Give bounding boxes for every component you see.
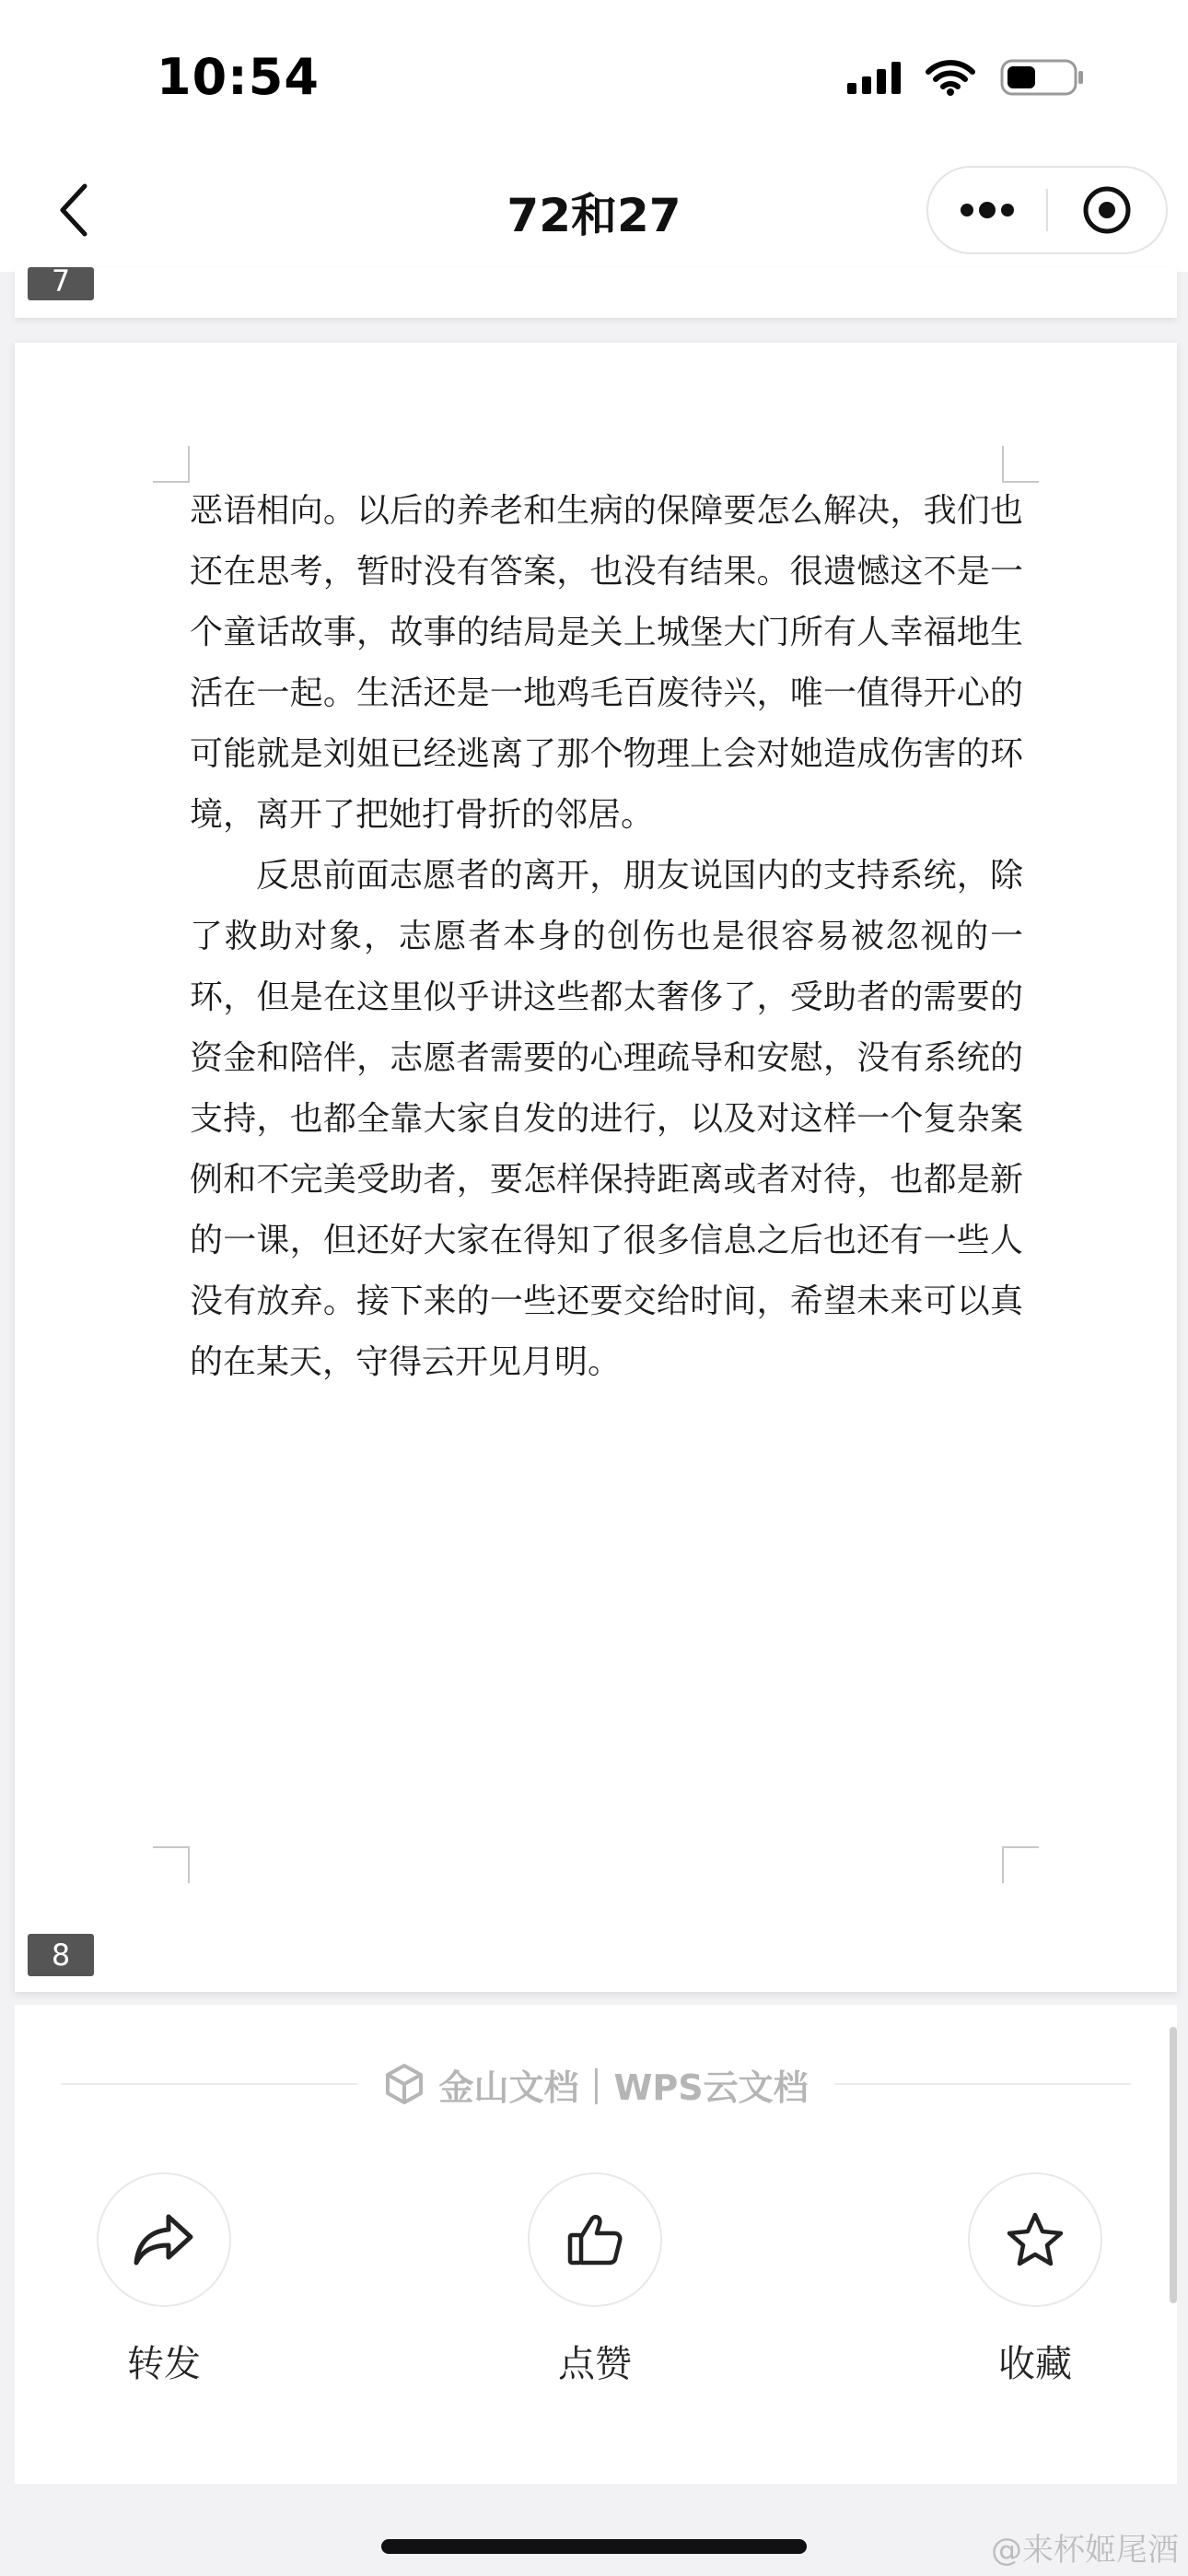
cellular-signal-icon [847, 61, 901, 94]
favorite-circle[interactable] [968, 2172, 1102, 2307]
watermark-text: @来杯姬尾酒 [991, 2532, 1179, 2569]
previous-page [15, 263, 1177, 318]
page-number-badge: 7 [28, 267, 94, 300]
like-button[interactable] [503, 2172, 687, 2387]
brand-text: 金山文档｜WPS云文档 [438, 2067, 809, 2108]
share-arrow-icon [132, 2211, 196, 2268]
margin-corner-mark [1002, 1846, 1039, 1883]
battery-icon [1000, 57, 1085, 98]
divider [61, 2083, 357, 2085]
action-row [15, 2172, 1177, 2385]
favorite-button[interactable] [943, 2172, 1127, 2387]
margin-corner-mark [153, 1846, 190, 1883]
divider [834, 2083, 1131, 2085]
favorite-label: 收藏 [998, 2343, 1072, 2385]
home-indicator[interactable] [381, 2539, 807, 2554]
wifi-icon [925, 59, 976, 96]
share-button[interactable] [72, 2172, 256, 2387]
status-bar [0, 0, 1188, 147]
star-icon [1006, 2211, 1065, 2268]
margin-corner-mark [1002, 446, 1039, 483]
nav-bar [0, 147, 1188, 272]
brand [357, 2059, 833, 2110]
page-number-badge: 8 [28, 1934, 94, 1976]
paragraph: 反思前面志愿者的离开，朋友说国内的支持系统，除了救助对象，志愿者本身的创伤也是很容易被忽视的一环，但是在这里似乎讲这些都太奢侈了，受助者的需要的资金和陪伴，志愿者需要的心理疏导和安慰，没有系统的支持，也都全靠大家自发的进行，以及对这样一个复杂案例和不完美受助者，要怎样保持距离或者对待，也都是新的一课，但还好大家在得知了很多信息之后也还有一些人没有放弃。接下来的一些还要交给时间，希望未来可以真的在某天，守得云开见月明。 [190, 857, 1023, 1381]
cube-logo-icon [383, 2063, 425, 2105]
share-circle[interactable] [97, 2172, 231, 2307]
status-icons [847, 57, 1085, 98]
mini-program-capsule [926, 166, 1168, 254]
share-label: 转发 [127, 2343, 201, 2385]
status-time: 10:54 [157, 48, 320, 106]
document-page [15, 343, 1177, 1992]
thumbs-up-icon [566, 2211, 623, 2268]
like-circle[interactable] [528, 2172, 662, 2307]
more-button[interactable] [928, 166, 1046, 254]
like-label: 点赞 [558, 2343, 632, 2385]
footer [15, 2005, 1177, 2484]
margin-corner-mark [153, 446, 190, 483]
scrollbar[interactable] [1170, 2027, 1177, 2303]
target-circle-icon [1081, 184, 1133, 236]
page-title: 72和27 [507, 189, 681, 242]
paragraph: 恶语相向。以后的养老和生病的保障要怎么解决，我们也还在思考，暂时没有答案，也没有结果。很遗憾这不是一个童话故事，故事的结局是关上城堡大门所有人幸福地生活在一起。生活还是一地鸡毛百废待兴，唯一值得开心的可能就是刘姐已经逃离了那个物理上会对她造成伤害的环境，离开了把她打骨折的邻居。 [190, 492, 1023, 834]
document-body [190, 481, 1023, 1393]
watermark [991, 2524, 1179, 2570]
more-dots-icon [958, 201, 1017, 219]
close-button[interactable] [1048, 166, 1166, 254]
brand-row [61, 2056, 1131, 2112]
